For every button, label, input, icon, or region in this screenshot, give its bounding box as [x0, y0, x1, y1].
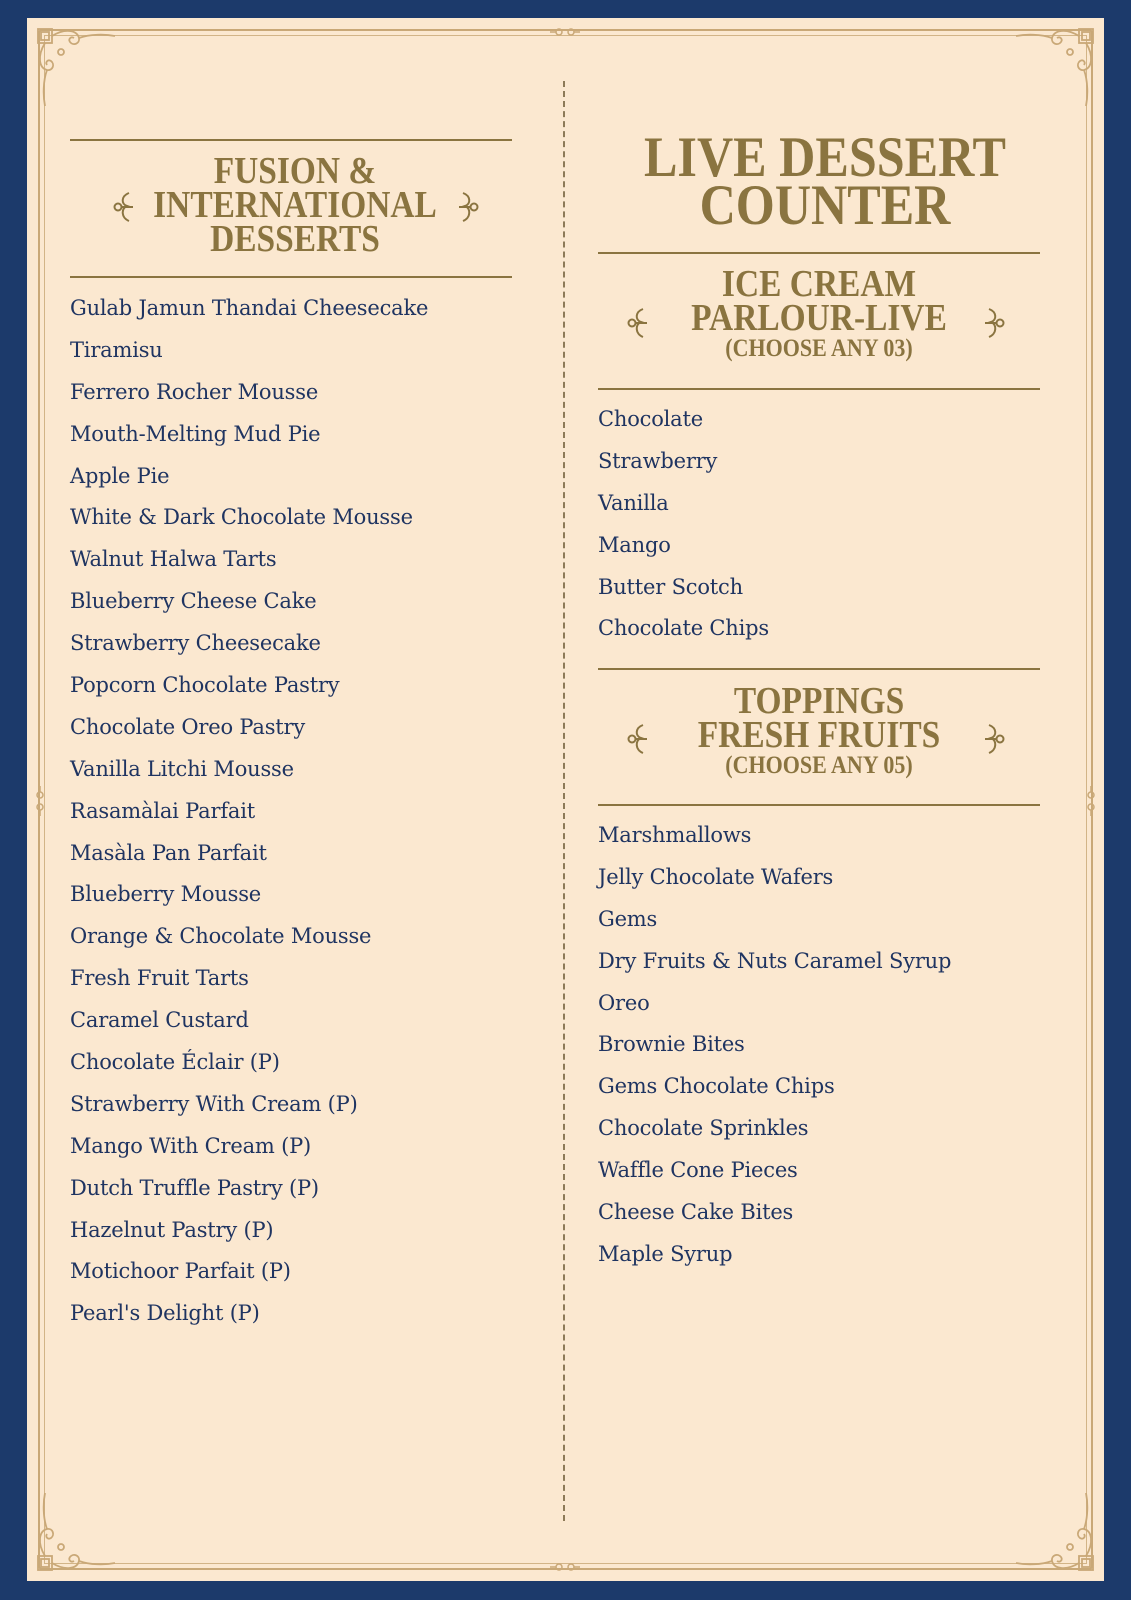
corner-ornament-icon	[35, 1493, 115, 1573]
ice-cream-note: (CHOOSE ANY 03)	[725, 335, 913, 362]
menu-item: Oreo	[598, 990, 650, 1015]
menu-item: Hazelnut Pastry (P)	[70, 1217, 274, 1242]
section-rule	[598, 668, 1040, 670]
menu-item: Dry Fruits & Nuts Caramel Syrup	[598, 948, 952, 973]
corner-ornament-icon	[35, 26, 115, 106]
fusion-dessert-list	[70, 288, 428, 1335]
menu-item: Masàla Pan Parfait	[70, 840, 267, 865]
menu-item: Cheese Cake Bites	[598, 1200, 794, 1225]
menu-item: Strawberry With Cream (P)	[70, 1091, 358, 1116]
menu-item: Blueberry Cheese Cake	[70, 589, 317, 614]
swirl-right-icon	[457, 190, 483, 224]
menu-item: Gulab Jamun Thandai Cheesecake	[70, 296, 429, 320]
menu-item: Tiramisu	[70, 337, 163, 362]
bottom-ornament-icon	[550, 1561, 580, 1573]
section-rule	[70, 276, 512, 278]
menu-item: Motichoor Parfait (P)	[70, 1259, 291, 1284]
menu-item: Mouth-Melting Mud Pie	[70, 421, 321, 446]
menu-item: Ferrero Rocher Mousse	[70, 379, 319, 404]
menu-item: Caramel Custard	[70, 1008, 249, 1033]
section-rule	[70, 139, 512, 141]
menu-item: Orange & Chocolate Mousse	[70, 924, 372, 949]
swirl-left-icon	[109, 190, 135, 224]
swirl-right-icon	[983, 722, 1009, 756]
menu-item: Strawberry	[598, 448, 718, 473]
menu-item: Gems Chocolate Chips	[598, 1074, 835, 1099]
section-rule	[598, 804, 1040, 806]
toppings-note: (CHOOSE ANY 05)	[725, 752, 913, 779]
toppings-list	[598, 815, 951, 1276]
menu-item: Popcorn Chocolate Pastry	[70, 673, 340, 698]
menu-item: Fresh Fruit Tarts	[70, 966, 249, 991]
menu-item: Gems	[598, 906, 658, 931]
menu-item: Maple Syrup	[598, 1241, 733, 1266]
corner-ornament-icon	[1016, 1493, 1096, 1573]
menu-item: Mango	[598, 532, 671, 557]
menu-item: Dutch Truffle Pastry (P)	[70, 1175, 319, 1200]
fusion-heading: FUSION & INTERNATIONAL DESSERTS	[153, 150, 437, 260]
menu-item: Chocolate Chips	[598, 616, 769, 641]
right-ornament-icon	[1085, 786, 1097, 816]
menu-page	[27, 18, 1104, 1581]
section-rule	[598, 252, 1040, 254]
live-dessert-counter-title: LIVE DESSERT COUNTER	[643, 126, 1007, 237]
menu-item: White & Dark Chocolate Mousse	[70, 505, 413, 530]
swirl-left-icon	[623, 306, 649, 340]
top-ornament-icon	[550, 26, 580, 38]
menu-item: Blueberry Mousse	[70, 882, 262, 907]
menu-item: Chocolate Sprinkles	[598, 1116, 809, 1141]
menu-item: Vanilla	[598, 490, 669, 515]
menu-item: Chocolate Éclair (P)	[70, 1050, 280, 1075]
corner-ornament-icon	[1016, 26, 1096, 106]
menu-item: Butter Scotch	[598, 574, 743, 599]
swirl-right-icon	[983, 306, 1009, 340]
menu-item: Brownie Bites	[598, 1032, 745, 1057]
menu-item: Strawberry Cheesecake	[70, 631, 321, 656]
menu-item: Walnut Halwa Tarts	[70, 547, 277, 572]
menu-item: Mango With Cream (P)	[70, 1133, 312, 1158]
section-rule	[598, 388, 1040, 390]
menu-item: Chocolate Oreo Pastry	[70, 714, 306, 739]
toppings-heading: TOPPINGS FRESH FRUITS (CHOOSE ANY 05)	[665, 684, 973, 780]
menu-item: Vanilla Litchi Mousse	[70, 756, 294, 781]
menu-item: Marshmallows	[598, 823, 752, 847]
menu-item: Apple Pie	[70, 463, 170, 488]
menu-item: Waffle Cone Pieces	[598, 1158, 798, 1183]
menu-item: Jelly Chocolate Wafers	[598, 864, 834, 889]
ice-cream-flavour-list	[598, 399, 769, 650]
ice-cream-heading: ICE CREAM PARLOUR-LIVE (CHOOSE ANY 03)	[665, 267, 973, 363]
swirl-left-icon	[623, 722, 649, 756]
menu-item: Chocolate	[598, 407, 703, 431]
menu-item: Pearl's Delight (P)	[70, 1301, 260, 1326]
column-divider	[563, 81, 565, 1521]
left-ornament-icon	[34, 786, 46, 816]
menu-item: Rasamàlai Parfait	[70, 798, 255, 823]
